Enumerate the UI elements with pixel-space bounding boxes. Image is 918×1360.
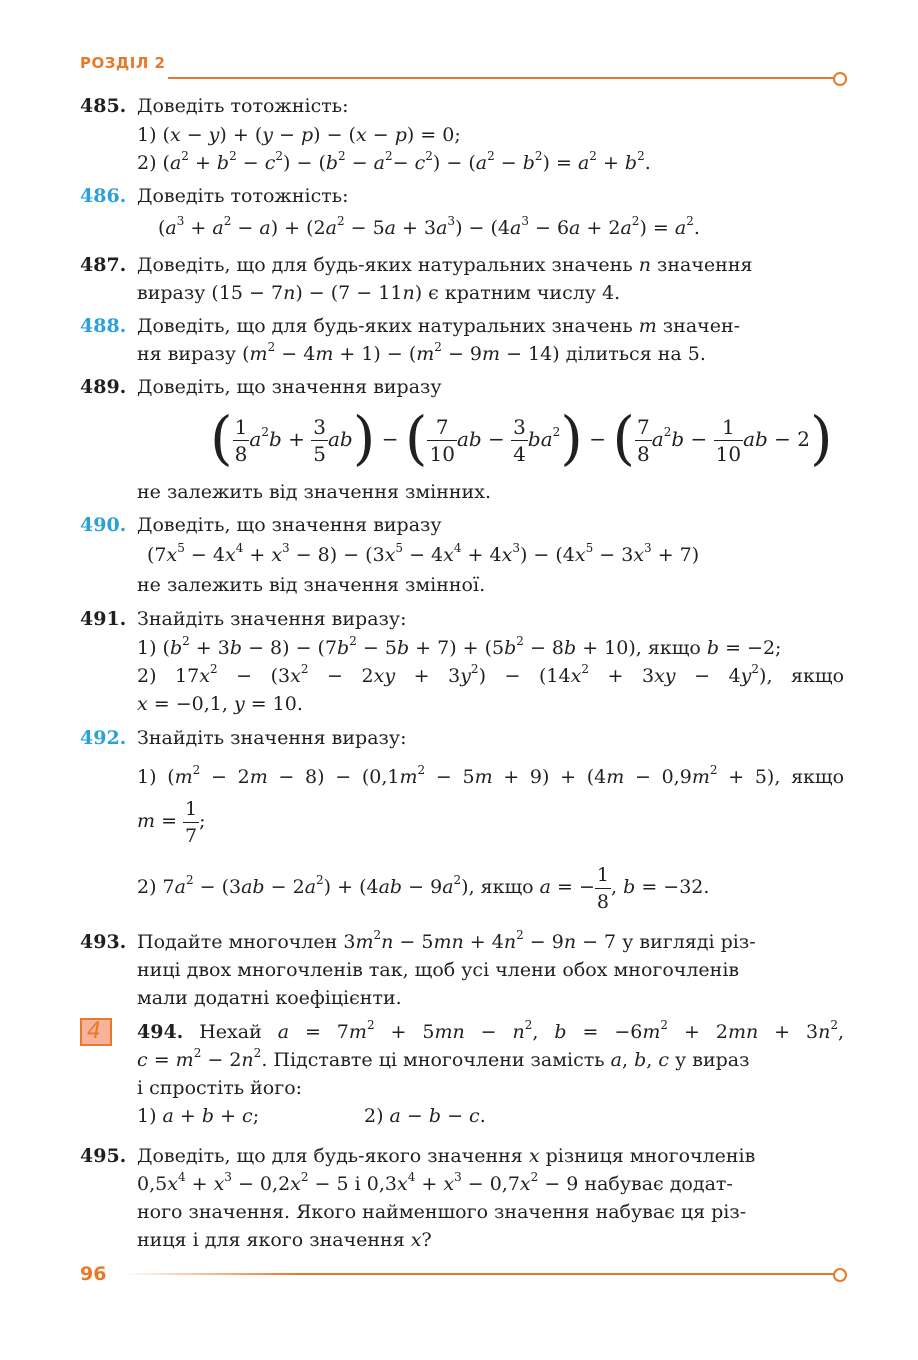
problem-492-item-2: 2) $7a^2 - (3ab - 2a^2) + (4ab - 9a^2)$, якщо a = − $\frac{1}{8}$ , b = −32. [137,863,710,913]
problem-494-line-1: 494. Нехай $a = 7m^2 + 5mn - n^2$, $b = -6m^2 + 2mn + 3n^2$, [137,1017,845,1043]
footer-rule-dot [833,1268,847,1282]
problem-491-item-1: 1) $(b^2 + 3b - 8) - (7b^2 - 5b + 7) + (5b^2 - 8b + 10)$, якщо b = −2; [137,633,782,659]
problem-number-495: 495. [80,1145,127,1167]
problem-491-item-2-values: x = −0,1, y = 10. [137,693,303,715]
problem-492-item-1: 1) $(m^2 - 2m - 8) - (0,1m^2 - 5m + 9) + (4m - 0,9m^2 + 5)$, якщо [137,762,845,788]
text: , якщо [635,637,707,659]
text: значення [650,254,753,276]
problem-490-title: Доведіть, що значення виразу [137,514,442,536]
problem-number-492: 492. [80,727,127,749]
problem-number-491: 491. [80,608,127,630]
problem-494-item-2: 2) a − b − c. [364,1105,486,1127]
text: ) є кратним числу 4. [414,282,621,304]
section-title: РОЗДІЛ 2 [80,54,166,72]
page-number: 96 [80,1263,107,1285]
text: у вираз [669,1049,750,1071]
text: ділиться на 5. [559,343,706,365]
problem-486-title: Доведіть тотожність: [137,185,349,207]
text: , якщо [468,876,534,898]
problem-490-expression: $(7x^5 - 4x^4 + x^3 - 8) - (3x^5 - 4x^4 + 4x^3) - (4x^5 - 3x^3 + 7)$ [147,540,700,566]
problem-485-item-1: 1) (x − y) + (y − p) − (x − p) = 0; [137,124,461,146]
text: ) − (7 − 11 [295,282,403,304]
text: Доведіть, що для будь-яких натуральних значень [137,254,639,276]
text: Доведіть, що для будь-якого значення [137,1145,529,1167]
problem-number-490: 490. [80,514,127,536]
text: ня виразу ( [137,343,250,365]
text: Доведіть, що для будь-яких натуральних значень [137,315,639,337]
problem-485-title: Доведіть тотожність: [137,95,349,117]
problem-number-488: 488. [80,315,127,337]
problem-491-item-2: 2) $17x^2 - (3x^2 - 2xy + 3y^2) - (14x^2 + 3xy - 4y^2)$, якщо [137,661,845,687]
text: Подайте многочлен [137,931,344,953]
problem-495-line-4: ниця і для якого значення x? [137,1229,432,1251]
header-rule [168,77,835,79]
text: якщо [791,665,845,687]
problem-494-item-1: 1) a + b + c; [137,1105,260,1127]
problem-number-489: 489. [80,376,127,398]
problem-493-line-1: Подайте многочлен $3m^2n - 5mn + 4n^2 - 9n - 7$ у вигляді різ- [137,927,756,953]
text: набуває додат- [578,1173,733,1195]
header-rule-dot [833,72,847,86]
problem-495-line-1: Доведіть, що для будь-якого значення x різниця многочленів [137,1145,756,1167]
problem-489-expression: ( $\frac{1}{8}$ $a^2b$ + $\frac{3}{5}$ ab) − ( $\frac{7}{10}$ ab − $\frac{3}{4}$ $ba^2$) − ( $\frac{7}{8}$ $a^2b$ − $\frac{1}{10}$ ab − 2) [210,403,833,472]
problem-488-line-2: ня виразу $(m^2 - 4m + 1) - (m^2 - 9m - 14)$ ділиться на 5. [137,339,706,365]
problem-486-expression: $(a^3 + a^2 - a) + (2a^2 - 5a + 3a^3) - (4a^3 - 6a + 2a^2) = a^2$. [158,213,700,239]
badge-level: 4 [87,1019,101,1044]
text: ниця і для якого значення [137,1229,411,1251]
problem-495-line-2: $0,5x^4 + x^3 - 0,2x^2 - 5$ і $0,3x^4 + x^3 - 0,7x^2 - 9$ набуває додат- [137,1169,733,1195]
text: Нехай [199,1021,278,1043]
problem-487-line-2: виразу (15 − 7n) − (7 − 11n) є кратним числу 4. [137,282,621,304]
text: , якщо [774,766,845,788]
difficulty-badge [80,1018,112,1046]
problem-485-item-2: 2) $(a^2 + b^2 - c^2) - (b^2 - a^2- c^2) - (a^2 - b^2) = a^2 + b^2$. [137,148,651,174]
problem-number-487: 487. [80,254,127,276]
problem-489-tail: не залежить від значення змінних. [137,481,491,503]
problem-number-493: 493. [80,931,127,953]
problem-number-485: 485. [80,95,127,117]
problem-491-title: Знайдіть значення виразу: [137,608,407,630]
problem-number-494: 494. [137,1021,184,1043]
problem-495-line-3: ного значення. Якого найменшого значення набуває ця різ- [137,1201,747,1223]
problem-487-line-1: Доведіть, що для будь-яких натуральних значень n значення [137,254,753,276]
text: у вигляді різ- [616,931,756,953]
problem-492-title: Знайдіть значення виразу: [137,727,407,749]
problem-488-line-1: Доведіть, що для будь-яких натуральних значень m значен- [137,315,741,337]
problem-490-tail: не залежить від значення змінної. [137,574,486,596]
problem-489-title: Доведіть, що значення виразу [137,376,442,398]
text: . Підставте ці многочлени замість [261,1049,611,1071]
text: = −2; [719,637,782,659]
text: різниця многочленів [539,1145,756,1167]
problem-493-line-2: ниці двох многочленів так, щоб усі члени обох многочленів [137,959,740,981]
problem-494-line-3: і спростіть його: [137,1077,303,1099]
problem-492-item-1-value: m = $\frac{1}{7}$ ; [137,797,206,847]
text: значен- [656,315,741,337]
footer-rule [120,1273,835,1275]
problem-494-line-2: $c = m^2 - 2n^2$. Підставте ці многочлени замість a, b, c у вираз [137,1045,750,1071]
problem-number-486: 486. [80,185,127,207]
text: виразу (15 − 7 [137,282,284,304]
problem-493-line-3: мали додатні коефіцієнти. [137,987,402,1009]
